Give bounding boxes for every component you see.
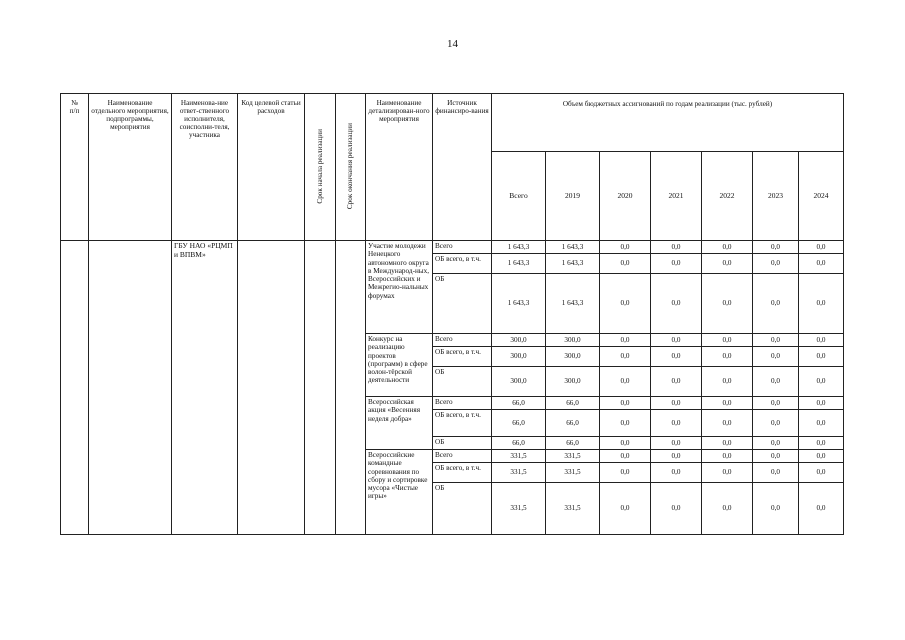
- funding-source: Всего: [433, 334, 492, 347]
- page-number: 14: [447, 38, 458, 50]
- budget-value: 66,0: [492, 410, 546, 437]
- budget-value: 331,5: [546, 450, 600, 463]
- body-name-cell: [89, 241, 172, 535]
- header-budget-title: Объем бюджетных ассигнований по годам реализации (тыс. рублей): [492, 94, 844, 152]
- budget-value: 0,0: [799, 483, 844, 535]
- budget-value: 0,0: [799, 410, 844, 437]
- budget-value: 300,0: [492, 347, 546, 367]
- budget-value: 0,0: [799, 241, 844, 254]
- budget-value: 0,0: [600, 254, 651, 274]
- budget-value: 1 643,3: [492, 241, 546, 254]
- budget-value: 0,0: [702, 347, 753, 367]
- budget-value: 300,0: [492, 334, 546, 347]
- header-year-0: Всего: [492, 152, 546, 241]
- budget-value: 0,0: [753, 410, 799, 437]
- budget-value: 0,0: [799, 463, 844, 483]
- funding-source: ОБ всего, в т.ч.: [433, 463, 492, 483]
- header-name: Наименование отдельного мероприятия, подпрограммы, мероприятия: [89, 94, 172, 241]
- header-start-label: Срок начала реализации: [315, 128, 324, 204]
- header-year-2: 2020: [600, 152, 651, 241]
- budget-value: 0,0: [651, 450, 702, 463]
- header-year-6: 2024: [799, 152, 844, 241]
- header-end: [336, 94, 366, 241]
- detail-activity-name: Всероссийские командные соревнования по сбору и сортировке мусора «Чистые игры»: [366, 450, 433, 535]
- budget-value: 300,0: [546, 367, 600, 397]
- budget-value: 0,0: [753, 367, 799, 397]
- budget-value: 0,0: [753, 241, 799, 254]
- funding-source: ОБ всего, в т.ч.: [433, 254, 492, 274]
- body-start-cell: [305, 241, 336, 535]
- header-year-5: 2023: [753, 152, 799, 241]
- budget-value: 300,0: [546, 334, 600, 347]
- budget-value: 331,5: [492, 483, 546, 535]
- budget-value: 0,0: [753, 334, 799, 347]
- budget-value: 0,0: [651, 347, 702, 367]
- budget-value: 331,5: [546, 483, 600, 535]
- budget-value: 0,0: [753, 254, 799, 274]
- header-code: Код целевой статьи расходов: [238, 94, 305, 241]
- header-year-3: 2021: [651, 152, 702, 241]
- body-num-cell: [61, 241, 89, 535]
- budget-value: 0,0: [753, 483, 799, 535]
- header-source: Источник финансиро-вания: [433, 94, 492, 241]
- header-year-4: 2022: [702, 152, 753, 241]
- budget-value: 0,0: [651, 410, 702, 437]
- body-code-cell: [238, 241, 305, 535]
- header-end-label: Срок окончания реализации: [346, 122, 355, 210]
- budget-value: 0,0: [702, 334, 753, 347]
- budget-value: 1 643,3: [546, 241, 600, 254]
- table-row: [61, 241, 844, 254]
- budget-value: 0,0: [651, 437, 702, 450]
- budget-value: 0,0: [600, 437, 651, 450]
- budget-value: 0,0: [651, 334, 702, 347]
- budget-value: 0,0: [702, 241, 753, 254]
- funding-source: ОБ всего, в т.ч.: [433, 410, 492, 437]
- budget-value: 0,0: [651, 241, 702, 254]
- budget-value: 1 643,3: [546, 274, 600, 334]
- budget-value: 66,0: [492, 397, 546, 410]
- budget-value: 0,0: [702, 463, 753, 483]
- funding-source: ОБ: [433, 274, 492, 334]
- funding-source: ОБ: [433, 367, 492, 397]
- header-detail: Наименование детализирован-ного мероприятия: [366, 94, 433, 241]
- funding-source: ОБ всего, в т.ч.: [433, 347, 492, 367]
- budget-value: 0,0: [651, 463, 702, 483]
- budget-value: 331,5: [546, 463, 600, 483]
- budget-value: 66,0: [546, 397, 600, 410]
- budget-value: 0,0: [799, 347, 844, 367]
- budget-value: 0,0: [702, 274, 753, 334]
- budget-value: 300,0: [492, 367, 546, 397]
- budget-value: 0,0: [702, 397, 753, 410]
- budget-value: 0,0: [753, 437, 799, 450]
- budget-value: 0,0: [702, 410, 753, 437]
- budget-value: 0,0: [702, 450, 753, 463]
- budget-value: 0,0: [600, 450, 651, 463]
- budget-value: 0,0: [799, 437, 844, 450]
- budget-value: 66,0: [492, 437, 546, 450]
- budget-value: 0,0: [600, 397, 651, 410]
- budget-value: 0,0: [799, 274, 844, 334]
- budget-value: 0,0: [799, 367, 844, 397]
- header-executor: Наименова-ние ответ-ственного исполнителя, соисполни-теля, участника: [172, 94, 238, 241]
- detail-activity-name: Всероссийская акция «Весенняя неделя добра»: [366, 397, 433, 450]
- budget-value: 0,0: [702, 254, 753, 274]
- funding-source: ОБ: [433, 437, 492, 450]
- funding-source: Всего: [433, 397, 492, 410]
- budget-value: 0,0: [702, 367, 753, 397]
- header-num: № п/п: [61, 94, 89, 241]
- budget-value: 0,0: [600, 410, 651, 437]
- budget-value: 0,0: [600, 367, 651, 397]
- budget-value: 0,0: [600, 274, 651, 334]
- budget-value: 331,5: [492, 463, 546, 483]
- detail-activity-name: Участие молодежи Ненецкого автономного округа в Международ-ных, Всероссийских и Межрегио-нальных форумах: [366, 241, 433, 334]
- budget-value: 0,0: [753, 450, 799, 463]
- budget-value: 0,0: [651, 483, 702, 535]
- budget-value: 0,0: [799, 254, 844, 274]
- funding-source: ОБ: [433, 483, 492, 535]
- table-body: [61, 241, 844, 535]
- detail-activity-name: Конкурс на реализацию проектов (программ) в сфере волон-тёрской деятельности: [366, 334, 433, 397]
- funding-source: Всего: [433, 241, 492, 254]
- header-year-1: 2019: [546, 152, 600, 241]
- budget-value: 0,0: [651, 397, 702, 410]
- budget-value: 300,0: [546, 347, 600, 367]
- body-end-cell: [336, 241, 366, 535]
- budget-table: [60, 93, 844, 535]
- budget-value: 0,0: [753, 347, 799, 367]
- header-start: [305, 94, 336, 241]
- budget-value: 0,0: [799, 334, 844, 347]
- budget-value: 0,0: [651, 274, 702, 334]
- budget-value: 331,5: [492, 450, 546, 463]
- executor-cell: ГБУ НАО «РЦМП и ВПВМ»: [172, 241, 238, 535]
- budget-value: 0,0: [651, 367, 702, 397]
- budget-value: 0,0: [600, 347, 651, 367]
- funding-source: Всего: [433, 450, 492, 463]
- header-row-1: [61, 94, 844, 152]
- budget-value: 66,0: [546, 410, 600, 437]
- budget-value: 1 643,3: [492, 274, 546, 334]
- budget-value: 66,0: [546, 437, 600, 450]
- budget-value: 0,0: [600, 334, 651, 347]
- budget-value: 0,0: [702, 483, 753, 535]
- budget-value: 0,0: [600, 483, 651, 535]
- budget-value: 0,0: [799, 450, 844, 463]
- budget-value: 1 643,3: [492, 254, 546, 274]
- budget-value: 0,0: [702, 437, 753, 450]
- budget-value: 0,0: [600, 463, 651, 483]
- budget-value: 0,0: [753, 274, 799, 334]
- budget-value: 0,0: [753, 463, 799, 483]
- budget-value: 0,0: [651, 254, 702, 274]
- budget-value: 0,0: [600, 241, 651, 254]
- budget-value: 0,0: [799, 397, 844, 410]
- budget-value: 0,0: [753, 397, 799, 410]
- budget-value: 1 643,3: [546, 254, 600, 274]
